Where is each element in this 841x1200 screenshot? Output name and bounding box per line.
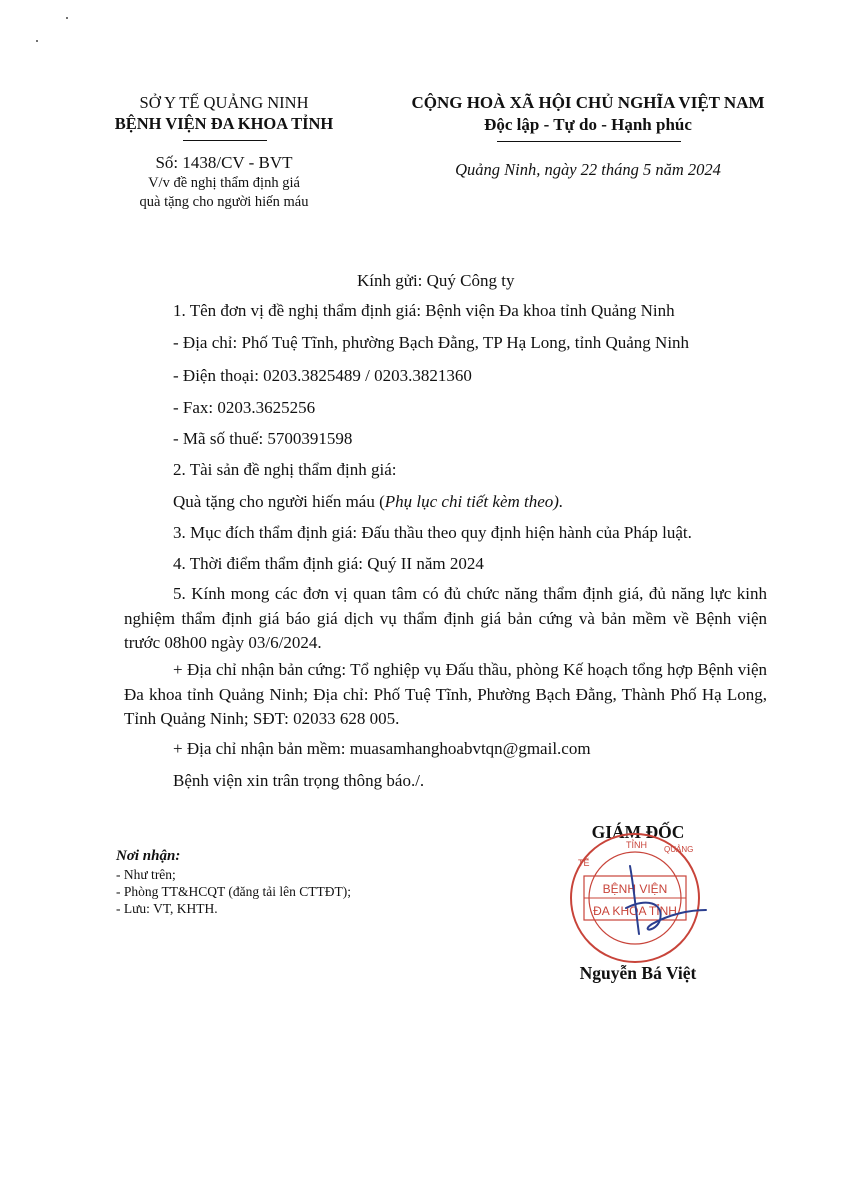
signer-name: Nguyễn Bá Việt [579, 963, 697, 983]
seal-left-text: TẾ [578, 858, 590, 868]
seal-line-1: BỆNH VIỆN [602, 882, 668, 896]
item-4: 4. Thời điểm thẩm định giá: Quý II năm 2024 [173, 554, 484, 573]
hospital-name: BỆNH VIỆN ĐA KHOA TỈNH [114, 114, 334, 133]
scan-speck [66, 17, 68, 19]
document-number: Số: 1438/CV - BVT [155, 153, 293, 172]
soft-copy-address: + Địa chỉ nhận bản mềm: muasamhanghoabvtqn@gmail.com [173, 739, 591, 758]
seal-top-text: TỈNH [626, 840, 647, 850]
signature-title: GIÁM ĐỐC [591, 822, 685, 842]
scan-speck [36, 40, 38, 42]
phone-line: - Điện thoại: 0203.3825489 / 0203.3821360 [173, 366, 472, 385]
recipient-item: - Phòng TT&HCQT (đăng tải lên CTTĐT); [116, 884, 351, 899]
item-2-detail [173, 491, 563, 513]
recipients [116, 846, 351, 917]
place-date: Quảng Ninh, ngày 22 tháng 5 năm 2024 [455, 160, 721, 179]
item-2-detail-italic: Phụ lục chi tiết kèm theo). [384, 492, 564, 511]
motto-underline [497, 141, 681, 142]
recipients-title: Nơi nhận: [116, 848, 181, 864]
header-left-underline [183, 140, 267, 141]
greeting: Kính gửi: Quý Công ty [357, 271, 515, 290]
tax-line: - Mã số thuế: 5700391598 [173, 429, 353, 448]
closing-line: Bệnh viện xin trân trọng thông báo./. [173, 771, 425, 790]
subject-line: quà tặng cho người hiến máu [139, 194, 309, 210]
address-line: - Địa chỉ: Phố Tuệ Tĩnh, phường Bạch Đằng, TP Hạ Long, tỉnh Quảng Ninh [173, 333, 690, 352]
item-2: 2. Tài sản đề nghị thẩm định giá: [173, 460, 397, 479]
department-name: SỞ Y TẾ QUẢNG NINH [139, 93, 309, 112]
document-subject [88, 174, 360, 212]
recipient-item: - Như trên; [116, 867, 176, 882]
item-2-detail-text: Quà tặng cho người hiến máu ( [173, 492, 385, 511]
seal-line-2: ĐA KHOA TỈNH [593, 904, 677, 918]
subject-line: V/v đề nghị thẩm định giá [148, 175, 300, 191]
item-5: 5. Kính mong các đơn vị quan tâm có đủ chức năng thẩm định giá, đủ năng lực kinh nghiệm thẩm định giá báo giá dịch vụ thẩm định giá bản cứng và bản mềm về Bệnh viện trước 08h00 ngày 03/6/2024. [124, 584, 767, 652]
seal-right-text: QUẢNG [664, 845, 694, 854]
header-left [88, 92, 360, 134]
national-title: CỘNG HOÀ XÃ HỘI CHỦ NGHĨA VIỆT NAM [411, 93, 765, 112]
document-reference [88, 152, 360, 173]
item-3: 3. Mục đích thẩm định giá: Đấu thầu theo quy định hiện hành của Pháp luật. [173, 523, 692, 542]
hard-copy-address: + Địa chỉ nhận bản cứng: Tổ nghiệp vụ Đấu thầu, phòng Kế hoạch tổng hợp Bệnh viện Đa khoa tỉnh Quảng Ninh; Địa chỉ: Phố Tuệ Tĩnh, Phường Bạch Đằng, Thành Phố Hạ Long, Tỉnh Quảng Ninh; SĐT: 02033 628 005. [124, 660, 767, 728]
header-right [378, 92, 798, 136]
item-1: 1. Tên đơn vị đề nghị thẩm định giá: Bệnh viện Đa khoa tỉnh Quảng Ninh [173, 301, 675, 320]
fax-line: - Fax: 0203.3625256 [173, 398, 316, 417]
recipient-item: - Lưu: VT, KHTH. [116, 901, 218, 916]
official-seal [560, 828, 710, 968]
national-motto: Độc lập - Tự do - Hạnh phúc [484, 115, 692, 134]
